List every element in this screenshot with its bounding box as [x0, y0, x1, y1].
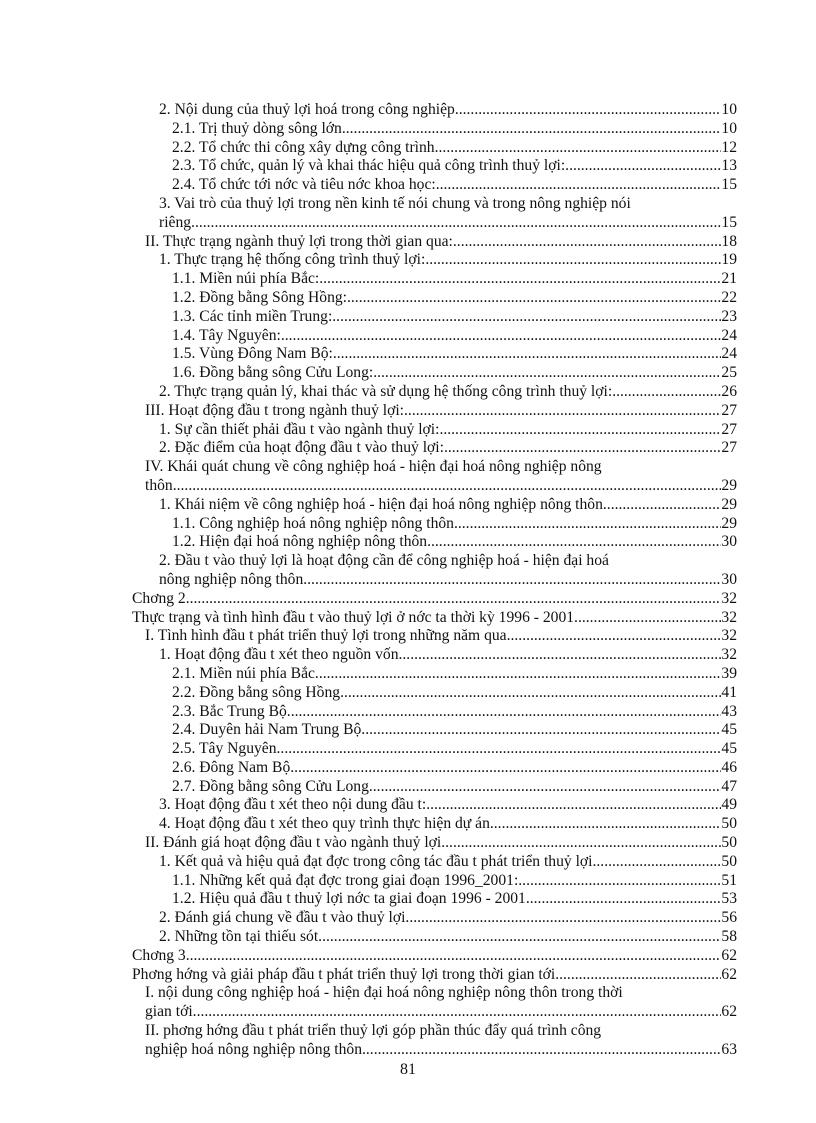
toc-entry — [132, 308, 737, 327]
toc-entry — [132, 796, 737, 815]
toc-entry-title: 1.1. Miền núi phía Bắc: — [172, 270, 320, 288]
toc-entry-title: 1.2. Đồng bằng Sông Hồng: — [172, 288, 347, 306]
toc-entry — [132, 721, 737, 740]
dot-leader — [459, 101, 722, 120]
toc-page-number: 10 — [721, 119, 737, 137]
toc-entry-title: 3. Hoạt động đầu t xét theo nội dung đầu t: — [159, 796, 427, 814]
dot-leader — [373, 364, 721, 383]
toc-entry — [132, 740, 737, 759]
toc-page-number: 45 — [721, 721, 737, 739]
toc-entry — [132, 609, 737, 628]
toc-entry-title-continued: thôn. — [145, 476, 177, 494]
toc-entry-title: Thực trạng và tình hình đầu t vào thuỷ lợi ở nớc ta thời kỳ 1996 - 2001 — [132, 608, 575, 626]
dot-leader — [454, 515, 721, 534]
dot-leader — [439, 421, 721, 440]
toc-page-number: 51 — [721, 871, 737, 889]
toc-entry-title: 2.4. Duyên hải Nam Trung Bộ. — [172, 721, 366, 739]
toc-entry-title: II. Đánh giá hoạt động đầu t vào ngành thuỷ lợi — [145, 834, 442, 852]
dot-leader — [186, 590, 722, 609]
toc-entry-title: 1. Sự cần thiết phải đầu t vào ngành thuỷ lợi: — [159, 420, 440, 438]
dot-leader — [427, 533, 721, 552]
toc-entry-title: 1. Kết quả và hiệu quả đạt đợc trong công tác đầu t phát triển thuỷ lợi. — [159, 852, 597, 870]
toc-entry — [132, 515, 737, 534]
toc-entry-title: II. Thực trạng ngành thuỷ lợi trong thời gian qua: — [145, 232, 453, 250]
toc-entry — [132, 364, 737, 383]
toc-page-number: 30 — [721, 570, 737, 588]
toc-page-number: 41 — [721, 683, 737, 701]
toc-entry — [132, 421, 737, 440]
toc-entry — [132, 703, 737, 722]
toc-entry — [132, 778, 737, 797]
toc-page-number: 29 — [721, 495, 737, 513]
toc-entry-title: Chơng 2 — [132, 589, 186, 607]
toc-page-number: 27 — [721, 420, 737, 438]
toc-entry-title: 1.2. Hiện đại hoá nông nghiệp nông thôn — [172, 533, 428, 551]
toc-entry — [132, 458, 737, 496]
toc-entry-title-continued: gian tới. — [145, 1003, 197, 1021]
toc-entry — [132, 890, 737, 909]
toc-entry-title: 1.5. Vùng Đông Nam Bộ: — [172, 345, 333, 363]
toc-entry — [132, 289, 737, 308]
toc-entry — [132, 439, 737, 458]
dot-leader — [426, 796, 721, 815]
toc-page-number: 24 — [721, 345, 737, 363]
toc-entry-title: 1.1. Những kết quả đạt đợc trong giai đoạn 1996_2001: — [172, 871, 519, 889]
toc-entry — [132, 139, 737, 158]
dot-leader — [444, 439, 721, 458]
toc-page-number: 21 — [721, 270, 737, 288]
toc-page-number: 49 — [721, 796, 737, 814]
toc-entry — [132, 966, 737, 985]
dot-leader — [507, 627, 722, 646]
toc-entry — [132, 327, 737, 346]
toc-entry-title: II. phơng hớng đầu t phát triển thuỷ lợi góp phần thúc đẩy quá trình công — [145, 1022, 602, 1040]
dot-leader — [333, 345, 722, 364]
toc-page-number: 50 — [721, 834, 737, 852]
toc-page-number: 32 — [721, 627, 737, 645]
toc-page-number: 58 — [721, 928, 737, 946]
dot-leader — [425, 251, 721, 270]
toc-entry — [132, 1022, 737, 1060]
dot-leader — [612, 383, 721, 402]
toc-entry — [132, 157, 737, 176]
toc-page-number: 15 — [721, 213, 737, 231]
dot-leader — [453, 233, 722, 252]
toc-entry-title: 2.2. Tổ chức thi công xây dựng công trình. — [172, 138, 439, 156]
toc-page-number: 47 — [721, 777, 737, 795]
toc-entry-title: 2.6. Đông Nam Bộ. — [172, 758, 295, 776]
dot-leader — [319, 270, 721, 289]
dot-leader — [195, 214, 721, 233]
toc-entry — [132, 665, 737, 684]
toc-entry — [132, 101, 737, 120]
toc-entry-title: 1. Thực trạng hệ thống công trình thuỷ lợi: — [159, 251, 426, 269]
toc-entry — [132, 270, 737, 289]
toc-entry — [132, 928, 737, 947]
dot-leader — [303, 571, 721, 590]
dot-leader — [291, 703, 722, 722]
toc-entry — [132, 176, 737, 195]
dot-leader — [347, 289, 721, 308]
toc-entry-title: III. Hoạt động đầu t trong ngành thuỷ lợi: — [145, 401, 405, 419]
page-number: 81 — [400, 1061, 416, 1078]
toc-entry — [132, 834, 737, 853]
toc-entry — [132, 120, 737, 139]
toc-page-number: 43 — [721, 702, 737, 720]
toc-page-number: 27 — [721, 439, 737, 457]
toc-entry — [132, 383, 737, 402]
toc-entry-title: 2.3. Tổ chức, quản lý và khai thác hiệu quả công trình thuỷ lợi: — [172, 157, 566, 175]
dot-leader — [409, 909, 721, 928]
dot-leader — [362, 1041, 721, 1060]
toc-page-number: 39 — [721, 664, 737, 682]
toc-entry-title: 2. Thực trạng quản lý, khai thác và sử dụng hệ thống công trình thuỷ lợi: — [159, 382, 613, 400]
toc-entry-title: 2. Đầu t vào thuỷ lợi là hoạt động cần để công nghiệp hoá - hiện đại hoá — [159, 552, 609, 570]
toc-entry-title: 1.3. Các tỉnh miền Trung: — [172, 307, 333, 325]
dot-leader — [596, 853, 721, 872]
toc-page-number: 53 — [721, 890, 737, 908]
dot-leader — [404, 402, 721, 421]
toc-entry — [132, 627, 737, 646]
toc-page-number: 10 — [721, 101, 737, 118]
dot-leader — [281, 327, 722, 346]
toc-entry — [132, 345, 737, 364]
toc-entry — [132, 533, 737, 552]
toc-page-number: 19 — [721, 251, 737, 269]
toc-page-number: 45 — [721, 740, 737, 758]
dot-leader — [574, 609, 721, 628]
toc-entry-title: 2.1. Miền núi phía Bắc — [172, 664, 315, 682]
toc-page-number: 15 — [721, 176, 737, 194]
toc-entry — [132, 251, 737, 270]
toc-page-number: 32 — [721, 589, 737, 607]
dot-leader — [280, 740, 721, 759]
toc-entry — [132, 402, 737, 421]
toc-page-number: 12 — [721, 138, 737, 156]
toc-page-number: 63 — [721, 1040, 737, 1058]
toc-entry — [132, 853, 737, 872]
toc-entry — [132, 909, 737, 928]
toc-entry — [132, 552, 737, 590]
toc-entry-title: 3. Vai trò của thuỷ lợi trong nền kinh tế nói chung và trong nông nghiệp nói — [159, 194, 631, 212]
toc-page-number: 50 — [721, 852, 737, 870]
dot-leader — [322, 928, 721, 947]
toc-page-number: 23 — [721, 307, 737, 325]
toc-entry — [132, 759, 737, 778]
toc-entry — [132, 195, 737, 233]
dot-leader — [365, 721, 721, 740]
dot-leader — [436, 176, 722, 195]
toc-page-number: 62 — [721, 1003, 737, 1021]
toc-entry — [132, 233, 737, 252]
toc-page-number: 22 — [721, 288, 737, 306]
toc-entry-title: I. Tình hình đầu t phát triển thuỷ lợi trong những năm qua — [145, 627, 507, 645]
toc-entry-title-continued: riêng. — [159, 213, 195, 231]
toc-page-number: 30 — [721, 533, 737, 551]
toc-entry-title: 2. Đặc điểm của hoạt động đầu t vào thuỷ lợi: — [159, 439, 444, 457]
toc-page-number: 32 — [721, 646, 737, 664]
toc-entry-title: I. nội dung công nghiệp hoá - hiện đại hoá nông nghiệp nông thôn trong thời — [145, 984, 623, 1002]
table-of-contents — [132, 101, 737, 1060]
dot-leader — [518, 872, 721, 891]
dot-leader — [559, 966, 721, 985]
toc-page-number: 24 — [721, 326, 737, 344]
toc-entry-title: Chơng 3 — [132, 946, 186, 964]
toc-page-number: 29 — [721, 476, 737, 494]
toc-page-number: 29 — [721, 514, 737, 532]
toc-page-number: 62 — [721, 965, 737, 983]
toc-entry — [132, 872, 737, 891]
toc-entry-title: 4. Hoạt động đầu t xét theo quy trình thực hiện dự án. — [159, 815, 494, 833]
toc-entry — [132, 496, 737, 515]
toc-entry-title: 1.6. Đồng bằng sông Cửu Long: — [172, 364, 374, 382]
toc-page-number: 27 — [721, 401, 737, 419]
toc-entry-title: 2. Đánh giá chung về đầu t vào thuỷ lợi. — [159, 909, 410, 927]
toc-entry-title: IV. Khái quát chung về công nghiệp hoá - hiện đại hoá nông nghiệp nông — [145, 458, 602, 476]
toc-entry-title: 2.7. Đồng bằng sông Cửu Long. — [172, 777, 373, 795]
toc-page-number: 18 — [721, 232, 737, 250]
toc-entry — [132, 815, 737, 834]
dot-leader — [177, 477, 722, 496]
toc-entry-title: 1. Khái niệm về công nghiệp hoá - hiện đại hoá nông nghiệp nông thôn — [159, 495, 603, 513]
dot-leader — [494, 815, 722, 834]
toc-entry — [132, 646, 737, 665]
toc-page-number: 56 — [721, 909, 737, 927]
toc-entry-title: 1.1. Công nghiệp hoá nông nghiệp nông thôn — [172, 514, 454, 532]
toc-entry-title: 2.4. Tổ chức tới nớc và tiêu nớc khoa học: — [172, 176, 436, 194]
toc-entry-title: 2.5. Tây Nguyên. — [172, 740, 281, 758]
dot-leader — [315, 665, 721, 684]
toc-page-number: 46 — [721, 758, 737, 776]
toc-entry-title: 2.3. Bắc Trung Bộ. — [172, 702, 291, 720]
toc-page-number: 13 — [721, 157, 737, 175]
dot-leader — [197, 1003, 722, 1022]
toc-page-number: 25 — [721, 364, 737, 382]
dot-leader — [603, 496, 722, 515]
toc-page-number: 50 — [721, 815, 737, 833]
toc-entry — [132, 590, 737, 609]
toc-entry-title: 1.2. Hiệu quả đầu t thuỷ lợi nớc ta giai đoạn 1996 - 2001 — [172, 890, 526, 908]
dot-leader — [565, 157, 721, 176]
toc-page-number: 32 — [721, 608, 737, 626]
toc-entry-title: Phơng hớng và giải pháp đầu t phát triển thuỷ lợi trong thời gian tới. — [132, 965, 560, 983]
toc-entry-title: 2. Nội dung của thuỷ lợi hoá trong công nghiệp. — [159, 101, 459, 118]
toc-entry-title: 2.1. Trị thuỷ dòng sông lớn. — [172, 119, 346, 137]
toc-entry-title-continued: nông nghiệp nông thôn — [159, 570, 304, 588]
dot-leader — [346, 120, 722, 139]
toc-entry-title-continued: nghiệp hoá nông nghiệp nông thôn — [145, 1040, 362, 1058]
toc-entry — [132, 947, 737, 966]
toc-entry — [132, 684, 737, 703]
toc-entry-title: 1.4. Tây Nguyên: — [172, 326, 281, 344]
toc-page-number: 62 — [721, 946, 737, 964]
toc-entry — [132, 984, 737, 1022]
toc-entry-title: 2.2. Đồng bằng sông Hồng — [172, 683, 341, 701]
dot-leader — [186, 947, 722, 966]
dot-leader — [332, 308, 721, 327]
dot-leader — [402, 646, 721, 665]
toc-page-number: 26 — [721, 382, 737, 400]
dot-leader — [294, 759, 721, 778]
toc-entry-title: 2. Những tồn tại thiếu sót. — [159, 928, 323, 946]
dot-leader — [526, 890, 722, 909]
toc-entry-title: 1. Hoạt động đầu t xét theo nguồn vốn. — [159, 646, 403, 664]
dot-leader — [373, 778, 722, 797]
dot-leader — [340, 684, 721, 703]
dot-leader — [441, 834, 721, 853]
dot-leader — [439, 139, 722, 158]
